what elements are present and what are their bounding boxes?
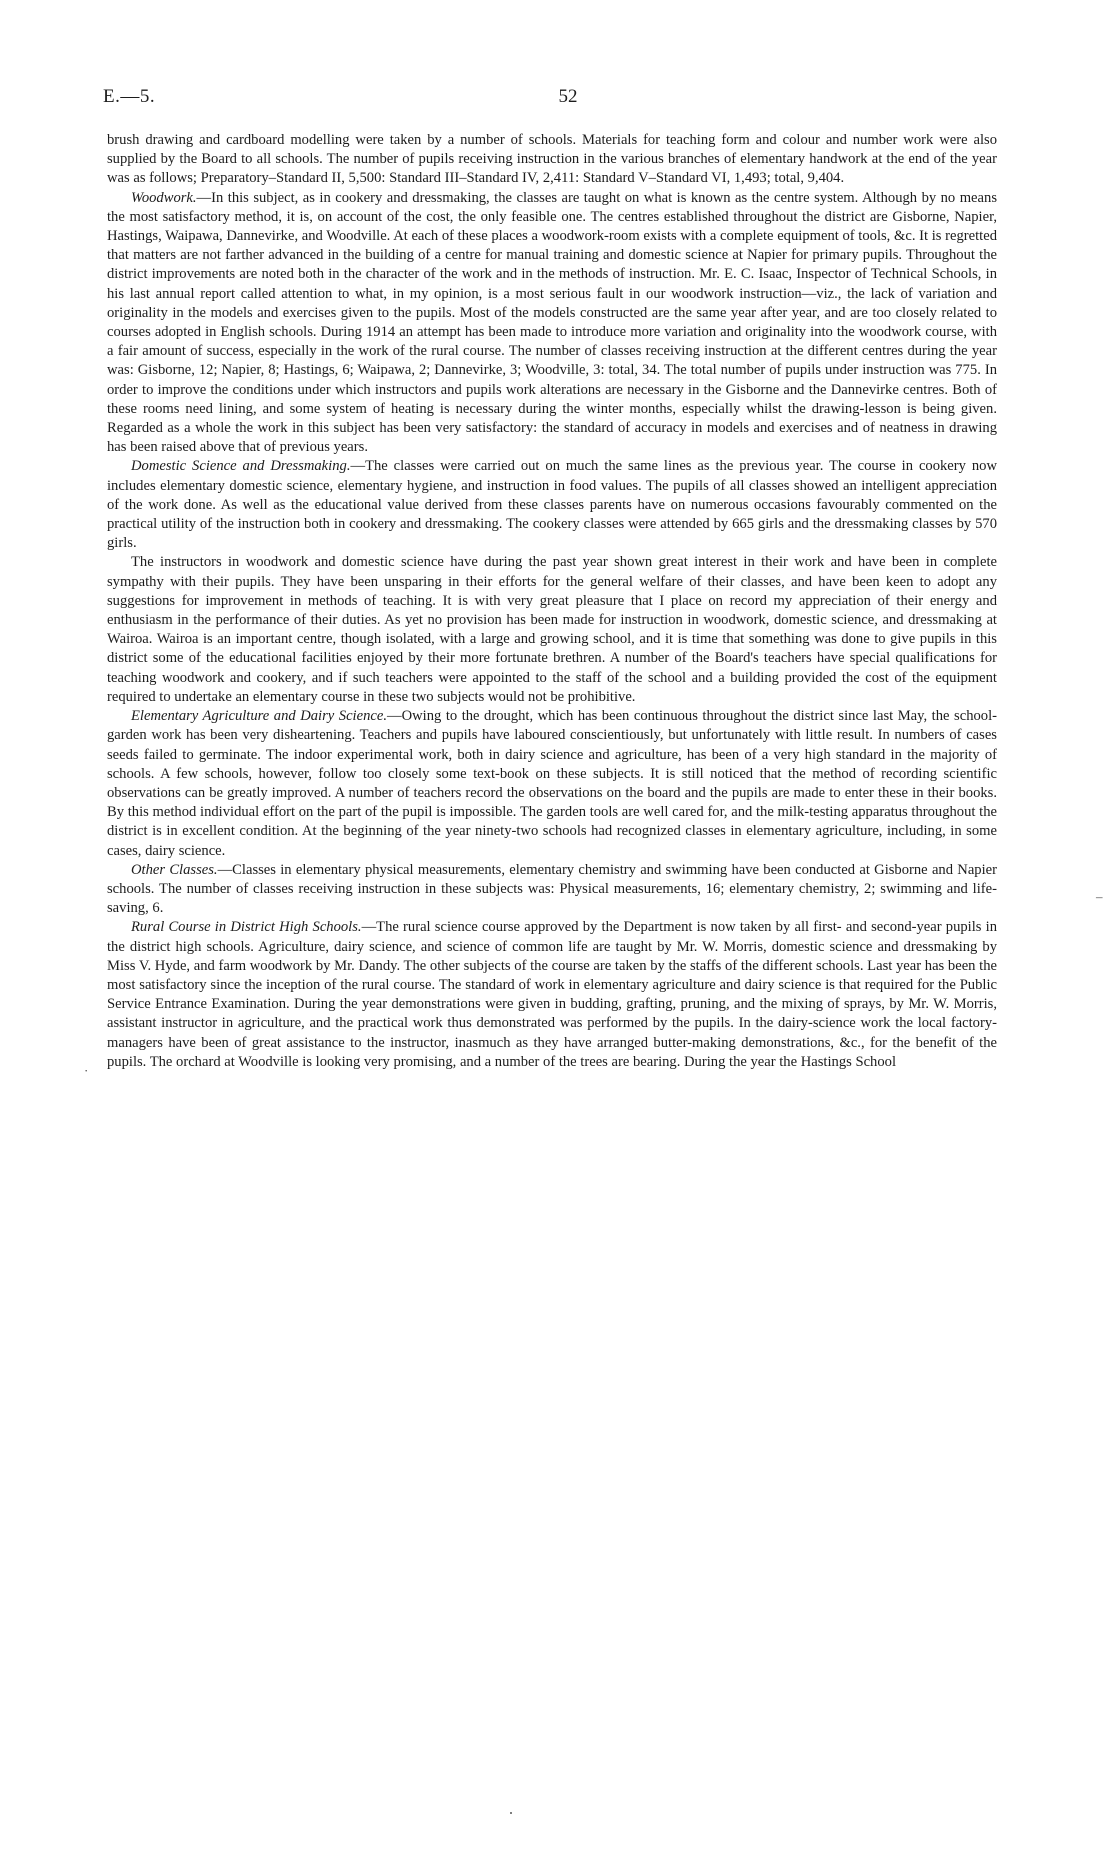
- paragraph-instructors: [107, 553, 997, 707]
- page-number: 52: [558, 86, 578, 107]
- body-text: [107, 131, 997, 1072]
- section-heading-other-classes: Other Classes.: [131, 861, 218, 878]
- margin-dash-mark: –: [1096, 889, 1103, 904]
- section-heading-woodwork: Woodwork.: [131, 189, 197, 206]
- paragraph-other-classes: [107, 861, 997, 919]
- paragraph-text: The instructors in woodwork and domestic science have during the past year shown great interest in their work and have been in complete sympathy with their pupils. They have been unsparing in their efforts for the general welfare of their classes, and have been keen to adopt any suggestions for improvement in methods of teaching. It is with very great pleasure that I place on record my appreciation of their energy and enthusiasm in the performance of their duties. As yet no provision has been made for instruction in woodwork, domestic science, and dressmaking at Wairoa. Wairoa is an important centre, though isolated, with a large and growing school, and it is time that something was done to give pupils in this district some of the educational facilities enjoyed by their more fortunate brethren. A number of the Board's teachers have special qualifications for teaching woodwork and cookery, and if such teachers were appointed to the staff of the school and a building provided the cost of the equipment required to undertake an elementary course in these two subjects would not be prohibitive.: [107, 554, 997, 705]
- paragraph-text: —Owing to the drought, which has been continuous throughout the district since last May, the school-garden work has been very disheartening. Teachers and pupils have laboured conscientiously, but unfortunately with little result. In numbers of cases seeds failed to germinate. The indoor experimental work, both in dairy science and agriculture, has been of a very high standard in the majority of schools. A few schools, however, follow too closely some text-book on these subjects. It is still noticed that the method of recording scientific observations can be greatly improved. A number of teachers record the observations on the board and the pupils are made to enter these in their books. By this method individual effort on the part of the pupil is impossible. The garden tools are well cared for, and the milk-testing apparatus throughout the district is in excellent condition. At the beginning of the year ninety-two schools had recognized classes in elementary agriculture, including, in some cases, dairy science.: [107, 708, 997, 859]
- document-reference: E.—5.: [103, 86, 156, 107]
- page-header: [103, 86, 1003, 116]
- paragraph-domestic-science: [107, 457, 997, 553]
- paragraph-rural-course: [107, 918, 997, 1072]
- section-heading-rural-course: Rural Course in District High Schools.: [131, 919, 362, 936]
- paragraph-agriculture: [107, 707, 997, 861]
- paragraph-handwork: [107, 131, 997, 189]
- bottom-speck-mark: [510, 1812, 512, 1814]
- paragraph-woodwork: [107, 189, 997, 458]
- paragraph-text: —The rural science course approved by the Department is now taken by all first- and second-year pupils in the district high schools. Agriculture, dairy science, and science of common life are taught by Mr. W. Morris, domestic science and dressmaking by Miss V. Hyde, and farm woodwork by Mr. Dandy. The other subjects of the course are taken by the staffs of the different schools. Last year has been the most satisfactory since the inception of the rural course. The standard of work in elementary agriculture and dairy science is that required for the Public Service Entrance Examination. During the year demonstrations were given in budding, grafting, pruning, and the mixing of sprays, by Mr. W. Morris, assistant instructor in agriculture, and the practical work thus demonstrated was performed by the pupils. In the dairy-science work the local factory-managers have been of great assistance to the instructor, inasmuch as they have arranged butter-making demonstrations, &c., for the benefit of the pupils. The orchard at Woodville is looking very promising, and a number of the trees are bearing. During the year the Hastings School: [107, 919, 998, 1070]
- section-heading-agriculture: Elementary Agriculture and Dairy Science.: [131, 708, 387, 725]
- paragraph-text: brush drawing and cardboard modelling were taken by a number of schools. Materials for teaching form and colour and number work were also supplied by the Board to all schools. The number of pupils receiving instruction in the various branches of elementary handwork at the end of the year was as follows; Preparatory–Standard II, 5,500: Standard III–Standard IV, 2,411: Standard V–Standard VI, 1,493; total, 9,404.: [107, 132, 997, 187]
- paragraph-text: —The classes were carried out on much the same lines as the previous year. The course in cookery now includes elementary domestic science, elementary hygiene, and instruction in food values. The pupils of all classes showed an intelligent appreciation of the work done. As well as the educational value derived from these classes parents have on numerous occasions favourably commented on the practical utility of the instruction both in cookery and dressmaking. The cookery classes were attended by 665 girls and the dressmaking classes by 570 girls.: [107, 458, 998, 552]
- paragraph-text: —In this subject, as in cookery and dressmaking, the classes are taught on what is known as the centre system. Although by no means the most satisfactory method, it is, on account of the cost, the only feasible one. The centres established throughout the district are Gisborne, Napier, Hastings, Waipawa, Dannevirke, and Woodville. At each of these places a woodwork-room exists with a complete equipment of tools, &c. It is regretted that matters are not farther advanced in the building of a centre for manual training and domestic science at Napier for primary pupils. Throughout the district improvements are noted both in the character of the work and in the methods of instruction. Mr. E. C. Isaac, Inspector of Technical Schools, in his last annual report called attention to what, in my opinion, is a most serious fault in our woodwork instruction—viz., the lack of variation and originality in the models and exercises given to the pupils. Most of the models constructed are the same year after year, and are too closely related to courses adopted in English schools. During 1914 an attempt has been made to introduce more variation and originality into the woodwork course, with a fair amount of success, especially in the work of the rural course. The number of classes receiving instruction at the different centres during the year was: Gisborne, 12; Napier, 8; Hastings, 6; Waipawa, 2; Dannevirke, 3; Woodville, 3: total, 34. The total number of pupils under instruction was 775. In order to improve the conditions under which instructors and pupils work alterations are necessary in the Gisborne and the Dannevirke centres. Both of these rooms need lining, and some system of heating is necessary during the winter months, especially whilst the drawing-lesson is being given. Regarded as a whole the work in this subject has been very satisfactory: the standard of accuracy in models and exercises and of neatness in drawing has been raised above that of previous years.: [107, 189, 997, 456]
- section-heading-domestic-science: Domestic Science and Dressmaking.: [131, 458, 351, 475]
- margin-speck-mark: ·: [84, 1063, 89, 1078]
- paragraph-text: —Classes in elementary physical measurements, elementary chemistry and swimming have been conducted at Gisborne and Napier schools. The number of classes receiving instruction in these subjects was: Physical measurements, 16; elementary chemistry, 2; swimming and life-saving, 6.: [107, 861, 997, 917]
